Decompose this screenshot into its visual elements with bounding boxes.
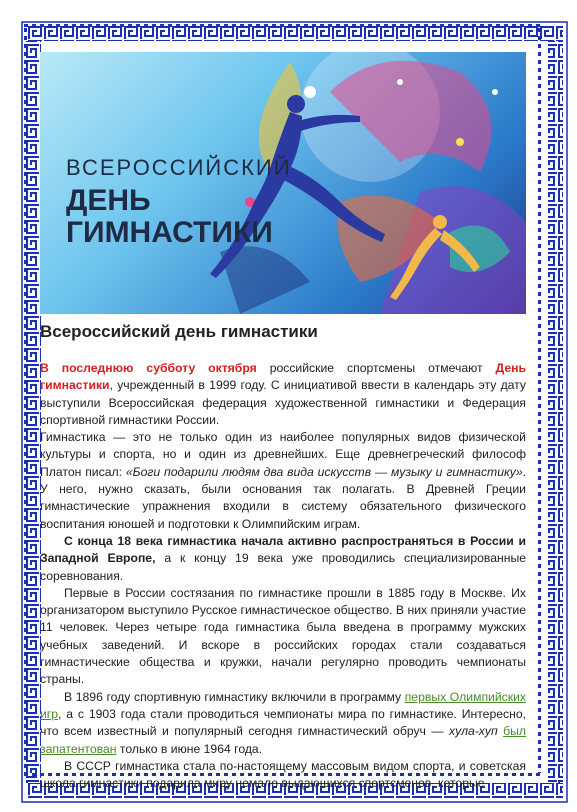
- hula-hoop-term: хула-хуп: [449, 724, 498, 739]
- paragraph-4: Первые в России состязания по гимнастике прошли в 1885 году в Москве. Их организатором выступило Русское гимнастическое общество. В них приняли участие 11 человек. Через четыре года гимнастика была введена в программу мужских учебных заведений. И вскоре в российских городах стали создаваться гимнастические общества и кружки, начали регулярно проводить чемпионаты страны.: [40, 585, 526, 687]
- paragraph-5-text-a: В 1896 году спортивную гимнастику включили в программу: [64, 689, 405, 704]
- paragraph-3-bold: С конца 18 века гимнастика начала активно распространяться в России и Западной Европе,: [40, 533, 526, 566]
- hero-title-line1: ВСЕРОССИЙСКИЙ: [66, 155, 292, 180]
- paragraph-5-text-b: , а с 1903 года стали проводиться чемпионаты мира по гимнастике. Интересно, что всем известный и популярный сегодня гимнастический обруч —: [40, 706, 526, 739]
- highlight-holiday: День гимнастики: [40, 361, 526, 393]
- paragraph-5-text-e: только в июне 1964 года.: [116, 741, 263, 756]
- paragraph-2-text-c: . У него, нужно сказать, были основания так полагать. В Древней Греции гимнастические упражнения входили в систему обязательного физического воспитания юношей и подготовки к Олимпийским играм.: [40, 464, 526, 531]
- paragraph-1-text-d: , учрежденный в 1999 году. С инициативой ввести в календарь эту дату выступили Всероссийская федерация художественной гимнастики и Федерация спортивной гимнастики России.: [40, 378, 526, 427]
- paragraph-3: [40, 533, 526, 585]
- hero-title-line2: ДЕНЬ: [66, 184, 151, 217]
- hero-title: [66, 155, 292, 249]
- paragraph-1: [40, 360, 526, 429]
- paragraph-2-text-a: Гимнастика — это не только один из наиболее популярных видов физической культуры и спорта, но и один из древнейших. Еще древнегреческий философ Платон писал:: [40, 430, 526, 479]
- hero-banner: [40, 52, 526, 314]
- page-title: Всероссийский день гимнастики: [40, 322, 318, 341]
- highlight-date: В последнюю субботу октября: [40, 361, 257, 375]
- hero-title-line3: ГИМНАСТИКИ: [66, 216, 273, 249]
- paragraph-6: В СССР гимнастика стала по-настоящему массовым видом спорта, и советская школа гимнастики подарила миру немало выдающихся спортсменов, которые: [40, 758, 526, 791]
- plato-quote: «Боги подарили людям два вида искусств — музыку и гимнастику»: [125, 464, 523, 479]
- paragraph-5: [40, 689, 526, 758]
- olympic-games-link[interactable]: первых Олимпийских игр: [40, 689, 526, 721]
- document-content: [40, 52, 526, 791]
- patented-link[interactable]: был запатентован: [40, 724, 526, 756]
- paragraph-1-text-b: российские спортсмены отмечают: [256, 361, 496, 375]
- paragraph-3-text-b: а к концу 19 века уже проводились специализированные соревнования.: [40, 551, 526, 583]
- paragraph-2: [40, 429, 526, 533]
